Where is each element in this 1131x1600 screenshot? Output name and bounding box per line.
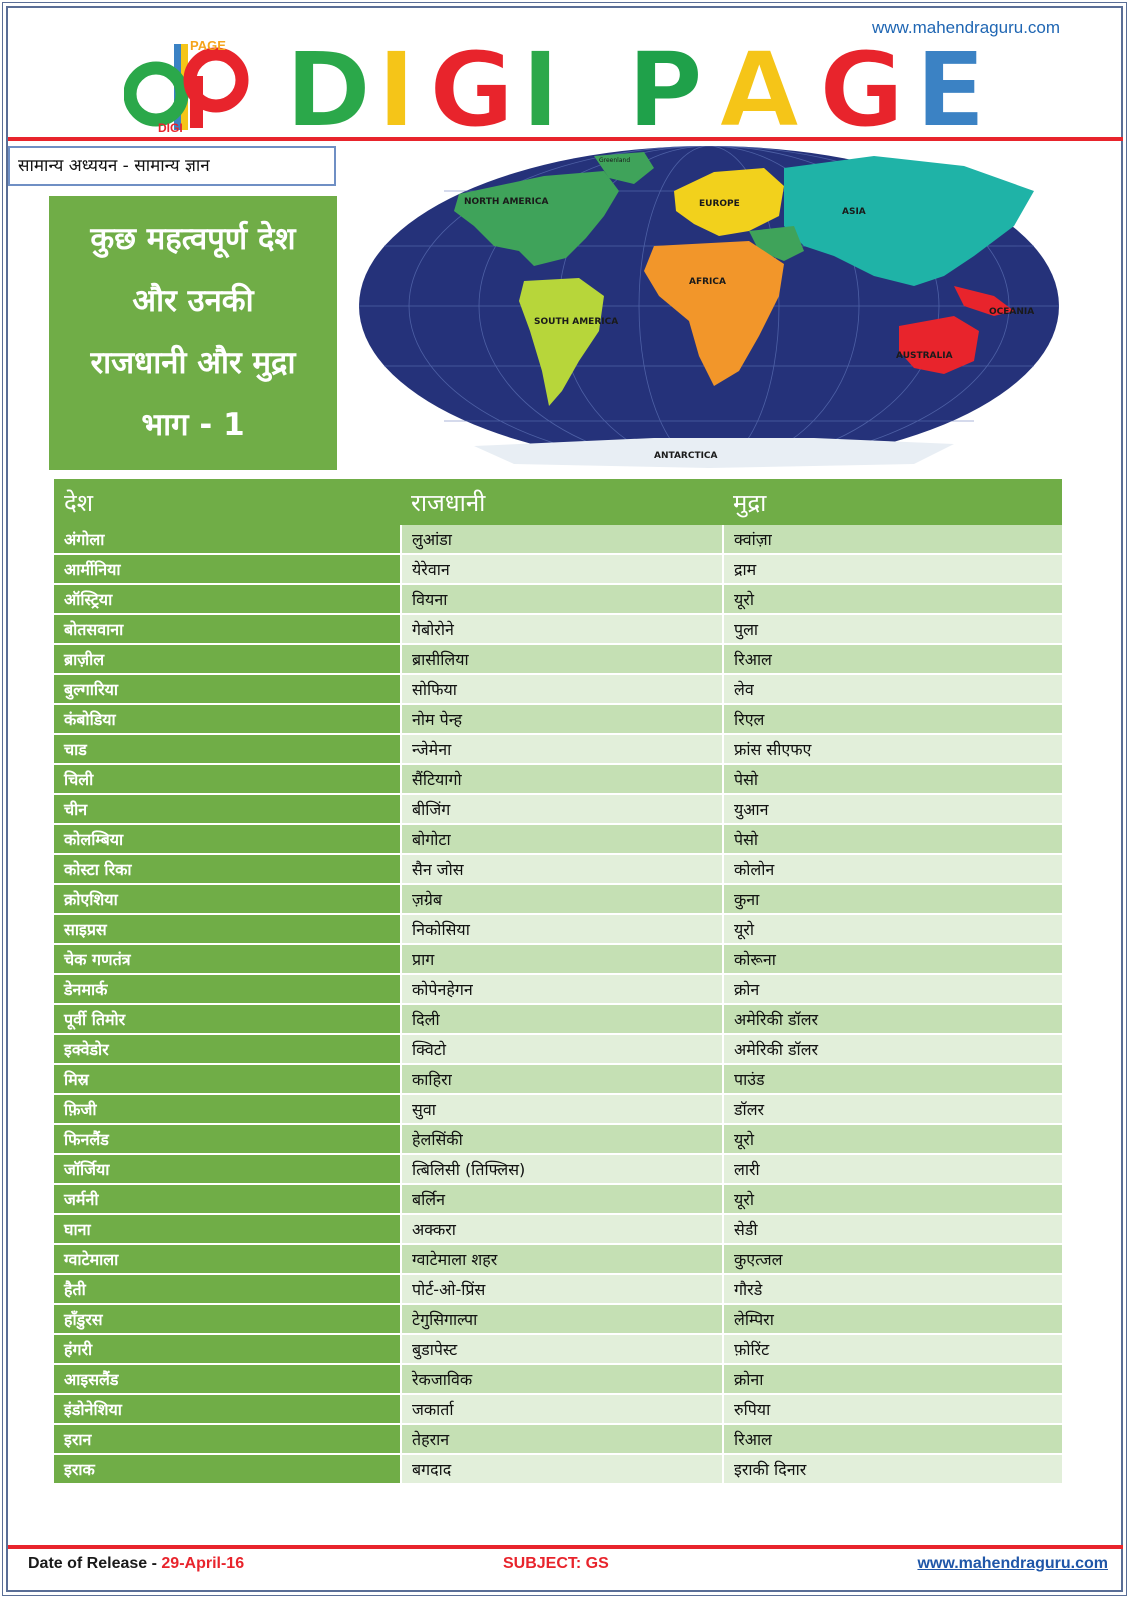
capital-cell: क्विटो [401,1034,723,1064]
brand-letter: I [377,36,416,136]
country-cell: चीन [54,794,401,824]
capital-cell: सोफिया [401,674,723,704]
label-north-america: NORTH AMERICA [464,197,549,207]
subject-label: SUBJECT: GS [503,1555,609,1572]
capital-cell: काहिरा [401,1064,723,1094]
release-label: Date of Release - [28,1555,162,1572]
currency-cell: रिआल [723,1424,1062,1454]
table-row [54,614,1062,644]
capital-cell: पोर्ट-ओ-प्रिंस [401,1274,723,1304]
currency-cell: युआन [723,794,1062,824]
brand-letter: D [285,36,372,136]
currency-cell: पुला [723,614,1062,644]
currency-cell: गौरडे [723,1274,1062,1304]
header-country: देश [54,479,401,525]
currency-cell: द्राम [723,554,1062,584]
country-cell: अंगोला [54,525,401,554]
currency-cell: रिएल [723,704,1062,734]
capital-cell: कोपेनहेगन [401,974,723,1004]
capital-cell: रेकजाविक [401,1364,723,1394]
table-row [54,674,1062,704]
capital-cell: तेहरान [401,1424,723,1454]
country-cell: इक्वेडोर [54,1034,401,1064]
label-greenland: Greenland [599,157,631,164]
release-date: 29-April-16 [161,1555,245,1572]
currency-cell: क्रोन [723,974,1062,1004]
table-row [54,1244,1062,1274]
country-cell: इराक [54,1454,401,1484]
table-row [54,914,1062,944]
capital-cell: बोगोटा [401,824,723,854]
country-cell: हॉंडुरस [54,1304,401,1334]
capital-cell: सैंटियागो [401,764,723,794]
currency-cell: रिआल [723,644,1062,674]
table-header-row [54,479,1062,525]
currency-cell: कोलोन [723,854,1062,884]
table-row [54,1394,1062,1424]
currency-cell: पाउंड [723,1064,1062,1094]
country-cell: ग्वाटेमाला [54,1244,401,1274]
country-cell: ब्राज़ील [54,644,401,674]
country-cell: आइसलैंड [54,1364,401,1394]
table-row [54,824,1062,854]
table-row [54,944,1062,974]
capital-cell: बुडापेस्ट [401,1334,723,1364]
country-cell: कंबोडिया [54,704,401,734]
capital-cell: लुआंडा [401,525,723,554]
country-cell: चेक गणतंत्र [54,944,401,974]
capital-cell: हेलसिंकी [401,1124,723,1154]
page-title [49,196,337,470]
country-cell: इरान [54,1424,401,1454]
capital-cell: त्बिलिसी (तिफ्लिस) [401,1154,723,1184]
table-row [54,525,1062,554]
capital-cell: बर्लिन [401,1184,723,1214]
country-cell: आर्मीनिया [54,554,401,584]
country-cell: फ़िजी [54,1094,401,1124]
currency-cell: यूरो [723,1124,1062,1154]
currency-cell: अमेरिकी डॉलर [723,1004,1062,1034]
capital-cell: अक्करा [401,1214,723,1244]
table-row [54,1124,1062,1154]
label-australia: AUSTRALIA [896,351,953,361]
table-row [54,1184,1062,1214]
currency-cell: डॉलर [723,1094,1062,1124]
table-row [54,704,1062,734]
table-row [54,1364,1062,1394]
currency-cell: पेसो [723,764,1062,794]
capital-cell: येरेवान [401,554,723,584]
capital-cell: नोम पेन्ह [401,704,723,734]
capital-cell: बगदाद [401,1454,723,1484]
table-row [54,794,1062,824]
capital-cell: निकोसिया [401,914,723,944]
country-cell: घाना [54,1214,401,1244]
capital-cell: वियना [401,584,723,614]
table-row [54,1214,1062,1244]
currency-cell: लेम्पिरा [723,1304,1062,1334]
table-row [54,734,1062,764]
capital-cell: ग्वाटेमाला शहर [401,1244,723,1274]
brand-letter: P [627,36,704,136]
country-cell: क्रोएशिया [54,884,401,914]
country-cell: डेनमार्क [54,974,401,1004]
country-cell: पूर्वी तिमोर [54,1004,401,1034]
title-line-2: और उनकी [132,283,254,319]
world-map [354,146,1064,476]
country-cell: बुल्गारिया [54,674,401,704]
table-row [54,584,1062,614]
table-row [54,854,1062,884]
currency-cell: यूरो [723,1184,1062,1214]
logo-text-bottom: DIGI [158,121,183,134]
table-row [54,1094,1062,1124]
countries-table [54,479,1062,1485]
currency-cell: फ़ोरिंट [723,1334,1062,1364]
currency-cell: पेसो [723,824,1062,854]
brand-letter: G [429,36,515,136]
country-cell: हंगरी [54,1334,401,1364]
label-europe: EUROPE [699,199,740,209]
country-cell: कोस्टा रिका [54,854,401,884]
currency-cell: कुएत्जल [723,1244,1062,1274]
currency-cell: क्रोना [723,1364,1062,1394]
brand-letter: I [521,36,560,136]
capital-cell: बीजिंग [401,794,723,824]
country-cell: हैती [54,1274,401,1304]
capital-cell: सैन जोस [401,854,723,884]
brand-letter: E [915,36,987,136]
country-cell: बोतसवाना [54,614,401,644]
currency-cell: इराकी दिनार [723,1454,1062,1484]
capital-cell: सुवा [401,1094,723,1124]
country-cell: फिनलैंड [54,1124,401,1154]
table-body [54,525,1062,1484]
country-cell: चाड [54,734,401,764]
title-line-1: कुछ महत्वपूर्ण देश [90,221,296,257]
site-url-link[interactable]: www.mahendraguru.com [872,18,1061,37]
currency-cell: फ्रांस सीएफए [723,734,1062,764]
footer-divider [8,1545,1123,1549]
country-cell: मिस्र [54,1064,401,1094]
footer-url-link[interactable]: www.mahendraguru.com [917,1555,1108,1572]
currency-cell: क्वांज़ा [723,525,1062,554]
currency-cell: लारी [723,1154,1062,1184]
table-row [54,1004,1062,1034]
table-row [54,1454,1062,1484]
country-cell: चिली [54,764,401,794]
capital-cell: दिली [401,1004,723,1034]
title-line-3: राजधानी और मुद्रा [90,345,296,381]
capital-cell: ज़ग्रेब [401,884,723,914]
brand-letter: A [719,36,800,136]
currency-cell: कोरूना [723,944,1062,974]
header-currency: मुद्रा [723,479,1062,525]
currency-cell: अमेरिकी डॉलर [723,1034,1062,1064]
footer [28,1555,1108,1585]
title-line-4: भाग - 1 [141,407,245,443]
currency-cell: कुना [723,884,1062,914]
label-south-america: SOUTH AMERICA [534,317,619,327]
table-row [54,1304,1062,1334]
table-row [54,1334,1062,1364]
capital-cell: टेगुसिगाल्पा [401,1304,723,1334]
table-row [54,1154,1062,1184]
table-row [54,644,1062,674]
currency-cell: यूरो [723,584,1062,614]
table-row [54,884,1062,914]
release-info [28,1555,244,1573]
table-row [54,974,1062,1004]
currency-cell: सेडी [723,1214,1062,1244]
brand-title [285,36,1055,136]
table-row [54,764,1062,794]
country-cell: साइप्रस [54,914,401,944]
capital-cell: ब्रासीलिया [401,644,723,674]
table-row [54,1064,1062,1094]
label-antarctica: ANTARCTICA [654,451,718,461]
currency-cell: रुपिया [723,1394,1062,1424]
table-row [54,1034,1062,1064]
country-cell: जर्मनी [54,1184,401,1214]
label-oceania: OCEANIA [989,307,1035,317]
header-capital: राजधानी [401,479,723,525]
country-cell: जॉर्जिया [54,1154,401,1184]
currency-cell: लेव [723,674,1062,704]
label-asia: ASIA [842,207,866,217]
country-cell: इंडोनेशिया [54,1394,401,1424]
brand-letter: G [819,36,905,136]
capital-cell: प्राग [401,944,723,974]
capital-cell: जकार्ता [401,1394,723,1424]
table-row [54,554,1062,584]
table-row [54,1424,1062,1454]
country-cell: ऑस्ट्रिया [54,584,401,614]
capital-cell: न्जेमेना [401,734,723,764]
country-cell: कोलम्बिया [54,824,401,854]
logo-text-top: PAGE [190,38,226,53]
label-africa: AFRICA [689,277,726,287]
table-row [54,1274,1062,1304]
breadcrumb: सामान्य अध्ययन - सामान्य ज्ञान [8,146,336,186]
capital-cell: गेबोरोने [401,614,723,644]
currency-cell: यूरो [723,914,1062,944]
header-divider [8,137,1123,141]
digi-page-logo [124,36,264,134]
